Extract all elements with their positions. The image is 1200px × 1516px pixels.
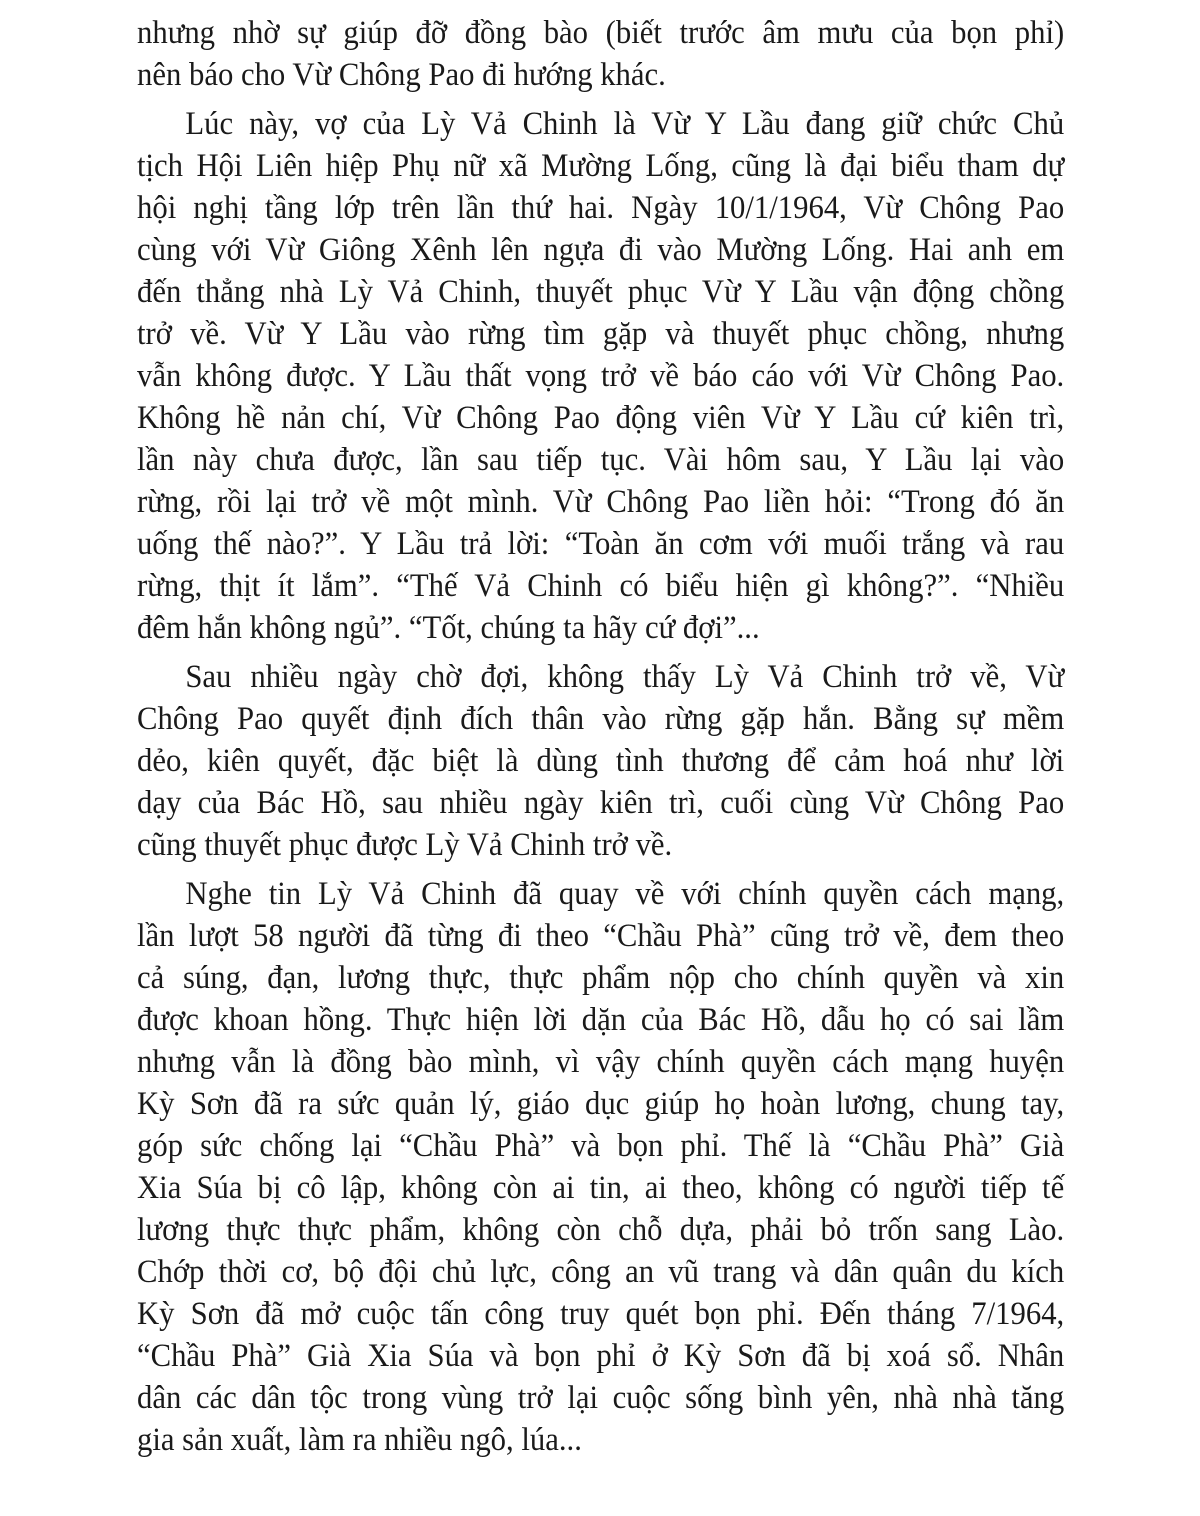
text-line: Nghe tin Lỳ Vả Chinh đã quay về với chính quyền cách mạng,: [185, 876, 1065, 912]
text-line: uống thế nào?”. Y Lầu trả lời: “Toàn ăn cơm với muối trắng và rau: [137, 526, 1065, 562]
text-line: lần lượt 58 người đã từng đi theo “Chầu Phà” cũng trở về, đem theo: [137, 918, 1065, 954]
text-line: nhưng nhờ sự giúp đỡ đồng bào (biết trước âm mưu của bọn phỉ): [137, 15, 1065, 51]
paragraph-4: [137, 873, 1064, 1461]
text-line: lần này chưa được, lần sau tiếp tục. Vài hôm sau, Y Lầu lại vào: [137, 442, 1065, 478]
paragraph-1: [137, 12, 1064, 96]
text-line: cả súng, đạn, lương thực, thực phẩm nộp cho chính quyền và xin: [137, 960, 1065, 996]
text-line: Sau nhiều ngày chờ đợi, không thấy Lỳ Vả Chinh trở về, Vừ: [185, 659, 1065, 695]
text-line: dẻo, kiên quyết, đặc biệt là dùng tình thương để cảm hoá như lời: [137, 743, 1065, 779]
text-line: cũng thuyết phục được Lỳ Vả Chinh trở về.: [137, 827, 673, 863]
text-line: nhưng vẫn là đồng bào mình, vì vậy chính quyền cách mạng huyện: [137, 1044, 1065, 1080]
text-line: góp sức chống lại “Chầu Phà” và bọn phỉ. Thế là “Chầu Phà” Già: [137, 1128, 1065, 1164]
text-line: lương thực thực phẩm, không còn chỗ dựa, phải bỏ trốn sang Lào.: [137, 1212, 1065, 1248]
text-line: Không hề nản chí, Vừ Chông Pao động viên Vừ Y Lầu cứ kiên trì,: [137, 400, 1065, 436]
text-line: gia sản xuất, làm ra nhiều ngô, lúa...: [137, 1422, 582, 1458]
text-line: dân các dân tộc trong vùng trở lại cuộc sống bình yên, nhà nhà tăng: [137, 1380, 1065, 1416]
text-line: Chớp thời cơ, bộ đội chủ lực, công an vũ trang và dân quân du kích: [137, 1254, 1065, 1290]
text-line: nên báo cho Vừ Chông Pao đi hướng khác.: [137, 57, 666, 93]
text-line: cùng với Vừ Giông Xênh lên ngựa đi vào Mường Lống. Hai anh em: [137, 232, 1065, 268]
text-line: trở về. Vừ Y Lầu vào rừng tìm gặp và thuyết phục chồng, nhưng: [137, 316, 1065, 352]
text-line: “Chầu Phà” Già Xia Súa và bọn phỉ ở Kỳ Sơn đã bị xoá sổ. Nhân: [137, 1338, 1065, 1374]
text-line: hội nghị tầng lớp trên lần thứ hai. Ngày 10/1/1964, Vừ Chông Pao: [137, 190, 1065, 226]
text-line: rừng, rồi lại trở về một mình. Vừ Chông Pao liền hỏi: “Trong đó ăn: [137, 484, 1065, 520]
text-line: Lúc này, vợ của Lỳ Vả Chinh là Vừ Y Lầu đang giữ chức Chủ: [185, 106, 1065, 142]
text-line: đêm hắn không ngủ”. “Tốt, chúng ta hãy cứ đợi”...: [137, 610, 760, 646]
paragraph-2: [137, 103, 1064, 649]
text-line: Kỳ Sơn đã mở cuộc tấn công truy quét bọn phỉ. Đến tháng 7/1964,: [137, 1296, 1065, 1332]
text-line: rừng, thịt ít lắm”. “Thế Vả Chinh có biểu hiện gì không?”. “Nhiều: [137, 568, 1065, 604]
text-line: được khoan hồng. Thực hiện lời dặn của Bác Hồ, dẫu họ có sai lầm: [137, 1002, 1065, 1038]
text-line: đến thẳng nhà Lỳ Vả Chinh, thuyết phục Vừ Y Lầu vận động chồng: [137, 274, 1065, 310]
text-line: dạy của Bác Hồ, sau nhiều ngày kiên trì, cuối cùng Vừ Chông Pao: [137, 785, 1065, 821]
document-page: [137, 12, 1064, 1468]
text-line: Chông Pao quyết định đích thân vào rừng gặp hắn. Bằng sự mềm: [137, 701, 1065, 737]
text-line: Xia Súa bị cô lập, không còn ai tin, ai theo, không có người tiếp tế: [137, 1170, 1065, 1206]
text-line: Kỳ Sơn đã ra sức quản lý, giáo dục giúp họ hoàn lương, chung tay,: [137, 1086, 1065, 1122]
paragraph-3: [137, 656, 1064, 866]
text-line: vẫn không được. Y Lầu thất vọng trở về báo cáo với Vừ Chông Pao.: [137, 358, 1065, 394]
text-line: tịch Hội Liên hiệp Phụ nữ xã Mường Lống, cũng là đại biểu tham dự: [137, 148, 1065, 184]
